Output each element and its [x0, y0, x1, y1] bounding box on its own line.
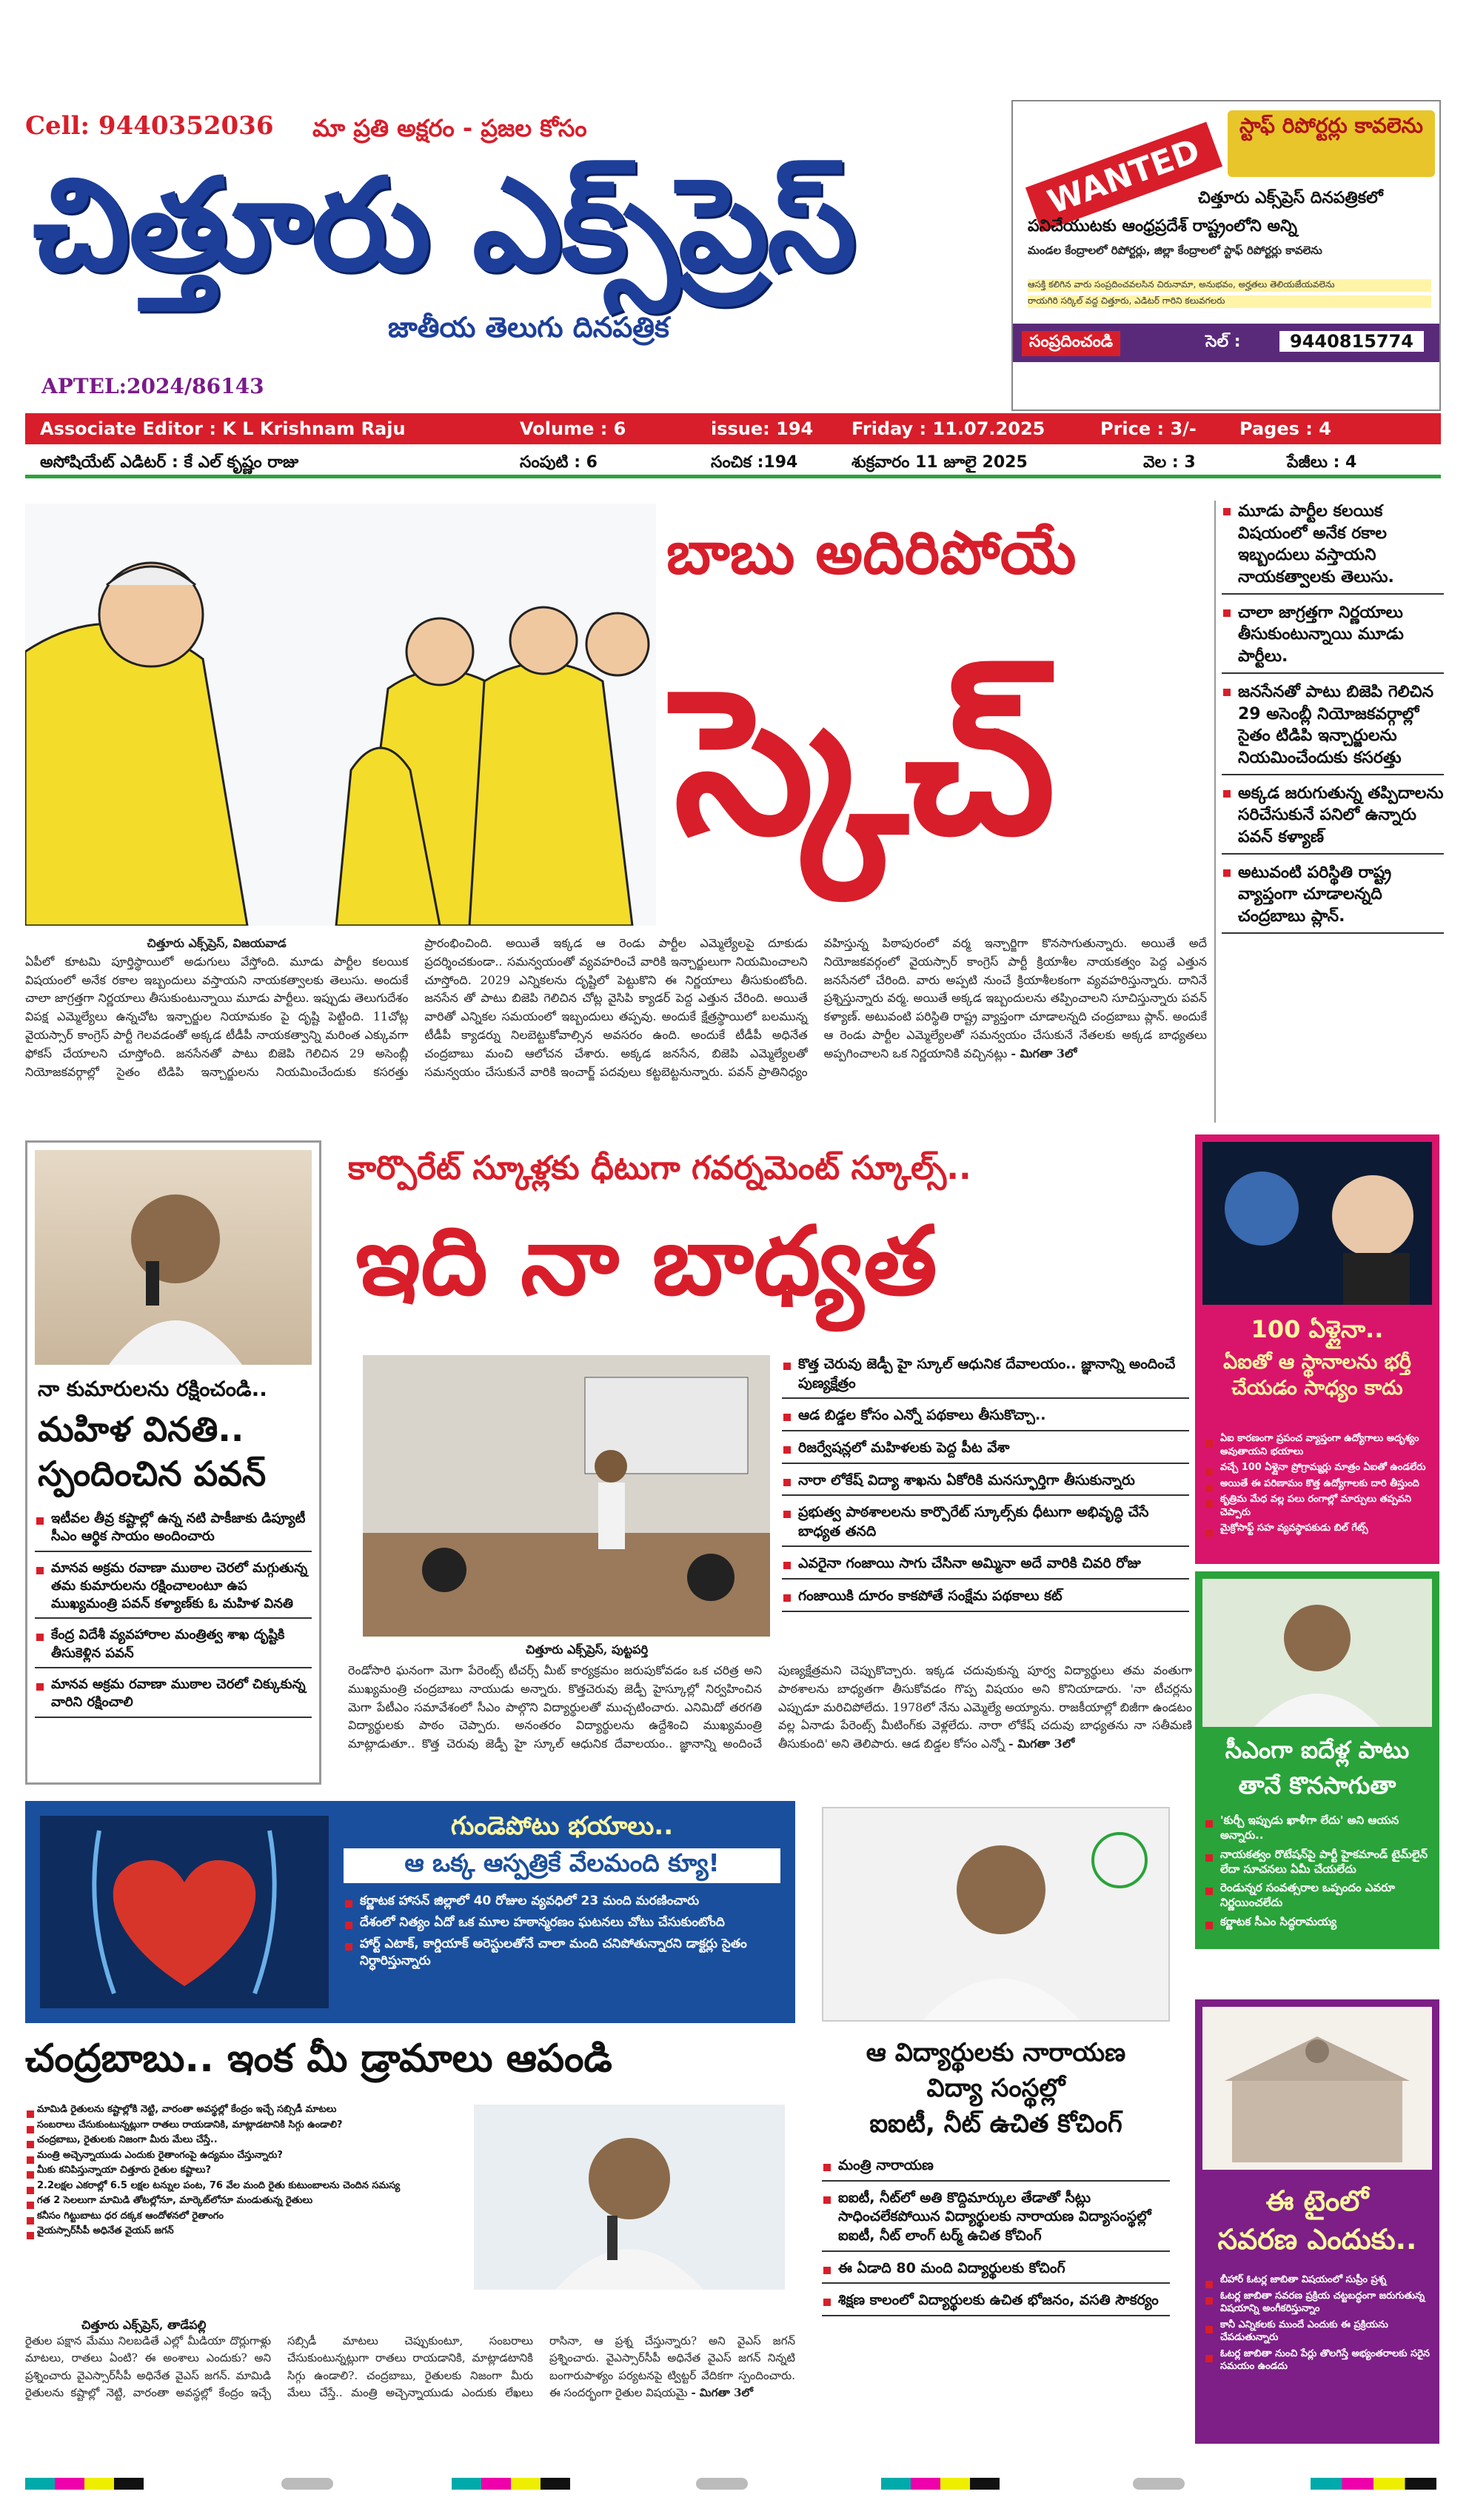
wanted-line1: చిత్తూరు ఎక్స్‌ప్రెస్ దినపత్రికలో [1198, 189, 1383, 207]
lead-bullet: అటువంటి పరిస్థితి రాష్ట్ర వ్యాప్తంగా చూడాలన్నది చంద్రబాబు ప్లాన్. [1222, 862, 1444, 934]
cm-bullets [1204, 1813, 1432, 1933]
jagan-dateline: చిత్తూరు ఎక్స్‌ప్రెస్, తాడేపల్లి [81, 2318, 207, 2332]
school-headline: ఇది నా బాధ్యత [355, 1206, 937, 1317]
narayana-photo-figure [823, 1808, 1170, 2022]
wanted-cell-label: సెల్ : [1205, 332, 1241, 351]
jagan-headline: చంద్రబాబు.. ఇంక మీ డ్రామాలు ఆపండి [25, 2036, 612, 2081]
pawan-bullet: మానవ అక్రమ రవాణా ముఠాల చెరలో మగ్గుతున్న తమ కుమారులను రక్షించాలంటూ ఉప ముఖ్యమంత్రి పవన్ కళ్యాణ్‌కు ఓ మహిళ వినతి [35, 1560, 312, 1620]
wanted-line5: రాయగిరి సర్కిల్ వద్ద చిత్తూరు, ఎడిటర్ గారిని కలువగలరు [1028, 295, 1431, 308]
sc-bullets [1204, 2273, 1430, 2376]
narayana-head1: ఆ విద్యార్థులకు నారాయణ [866, 2038, 1126, 2068]
pawan-bullet: ఇటీవల తీవ్ర కష్టాల్లో ఉన్న నటి పాకీజాకు డిప్యూటీ సీఎం ఆర్థిక సాయం అందించారు [35, 1510, 312, 1552]
cell-number: Cell: 9440352036 [25, 111, 274, 141]
jagan-bullet: గత 2 సెలలుగా మామిడి తోటల్లోనూ, మార్కెట్‌లోనూ మండుతున్న రైతులు [25, 2194, 455, 2207]
heart-image [40, 1816, 329, 2008]
bill-bullet: వచ్చే 100 ఏళ్లైనా ప్రోగ్రామ్మర్లు మాత్రం ఏఐతో ఉండలేరు [1204, 1461, 1430, 1474]
jagan-body [25, 2333, 795, 2444]
heart-box [25, 1801, 795, 2023]
pawan-box [25, 1140, 321, 1785]
bill-bullet: కృత్రిమ మేధ వల్ల పలు రంగాల్లో మార్పులు తప్పవని చెప్పారు [1204, 1493, 1430, 1519]
sc-box [1195, 1999, 1439, 2444]
lead-headline: స్కెచ్ [674, 646, 1056, 879]
lead-cartoon [25, 504, 656, 926]
registration-mark-right [1311, 2478, 1436, 2490]
classroom-figure [363, 1355, 770, 1637]
pawan-head2: మహిళ వినతి.. [38, 1409, 244, 1449]
bar-issue: issue: 194 [711, 418, 814, 439]
bar-volume: Volume : 6 [520, 418, 626, 439]
cm-box [1195, 1571, 1439, 1949]
bar-te-price: వెల : 3 [1143, 453, 1196, 472]
pawan-bullet: కేంద్ర విదేశీ వ్యవహారాల మంత్రిత్వ శాఖ దృష్టికి తీసుకెళ్లిన పవన్ [35, 1626, 312, 1668]
registration-mark-mid2 [452, 2478, 570, 2490]
sc-head2: సవరణ ఎందుకు.. [1217, 2223, 1417, 2256]
cm-head1: సీఎంగా ఐదేళ్ల పాటు [1225, 1736, 1410, 1764]
school-sign: - మిగతా 3లో [1008, 1737, 1075, 1751]
bill-head1: 100 ఏళ్లైనా.. [1251, 1315, 1384, 1343]
masthead-title: చిత్తూరు ఎక్స్‌ప్రెస్ [33, 150, 855, 299]
school-text: రెండోసారి ఘనంగా మెగా పేరెంట్స్ టీచర్స్ మీట్ కార్యక్రమం జరుపుకోవడం ఒక చరిత్ర అని ముఖ్యమంత్రి చంద్రబాబు నాయుడు అన్నారు. కొత్తచెరువు జెడ్పీ హైస్కూల్లో నిర్వహించిన మెగా పేటీఎం సమావేశంలో సీఎం పాల్గొని విద్యార్థులతో ముచ్చటించారు. ఎనిమిదో తరగతి విద్యార్థులకు పాఠం చెప్పారు. అనంతరం విద్యార్థులను ఉద్దేశించి ముఖ్యమంత్రి మాట్లాడుతూ.. కొత్త చెరువు జెడ్పీ హై స్కూల్ ఆధునిక దేవాలయం.. జ్ఞానాన్ని అందించే పుణ్యక్షేత్రమని చెప్పుకొచ్చారు. ఇక్కడ చదువుకున్న పూర్వ విద్యార్థులు తమ వంతుగా పాఠశాలను బాధ్యతగా తీసుకోవడం గొప్ప విషయం అని కొనియాడారు. 'నా టీచర్లను ఎప్పుడూ మరిచిపోలేదు. 1978లో నేను ఎమ్మెల్యే అయ్యాను. రాజకీయాల్లో బిజీగా ఉండటం వల్ల ఏనాడు పేరెంట్స్ మీటింగ్‌కు వెళ్లలేదు. నారా లోకేష్ చదువు బాధ్యతను నా సతీమణి తీసుకుంది' అని తెలిపారు. ఆడ బిడ్డల కోసం ఎన్నో [348, 1663, 1192, 1751]
lead-bullet: మూడు పార్టీల కలయిక విషయంలో అనేక రకాల ఇబ్బందులు వస్తాయని నాయకత్వాలకు తెలుసు. [1222, 501, 1444, 595]
school-dateline: చిత్తూరు ఎక్స్‌ప్రెస్, పుట్టపర్తి [526, 1642, 649, 1657]
bar-te-volume: సంపుటి : 6 [520, 453, 598, 472]
jagan-bullet: మీకు కనిపిస్తున్నాయా చిత్తూరు రైతుల కష్టాలు? [25, 2164, 455, 2177]
bill-bullet: ఏఐ కారణంగా ప్రపంచ వ్యాప్తంగా ఉద్యోగాలు అదృశ్యం అవుతాయని భయాలు [1204, 1432, 1430, 1458]
pawan-photo [35, 1150, 312, 1365]
lead-dateline: చిత్తూరు ఎక్స్‌ప్రెస్, విజయవాడ [147, 936, 287, 950]
narayana-bullet: మంత్రి నారాయణ [822, 2156, 1170, 2182]
lead-sidebar [1222, 501, 1444, 941]
registration-mark-mid3 [696, 2478, 748, 2490]
wanted-phone: 9440815774 [1279, 331, 1424, 352]
bar-date: Friday : 11.07.2025 [851, 418, 1045, 439]
school-bullet: ఎవరైనా గంజాయి సాగు చేసినా అమ్మినా అదే వారికి చివరి రోజు [782, 1554, 1189, 1580]
jagan-photo [474, 2105, 785, 2290]
school-body [348, 1662, 1192, 1782]
bill-bullets [1204, 1432, 1430, 1538]
heart-bullets [344, 1893, 780, 1974]
bill-box [1195, 1134, 1439, 1564]
narayana-bullet: శిక్షణ కాలంలో విద్యార్థులకు ఉచిత భోజనం, వసతి సౌకర్యం [822, 2291, 1170, 2316]
jagan-sign: - మిగతా 3లో [691, 2385, 753, 2399]
sc-head1: ఈ టైంలో [1265, 2185, 1369, 2217]
narayana-head2: విద్యా సంస్థల్లో [926, 2073, 1065, 2103]
bar-te-editor: అసోషియేట్ ఎడిటర్ : కే ఎల్ కృష్ణం రాజు [40, 453, 299, 472]
cm-bullet: కర్ణాటక సీఎం సిద్ధరామయ్య [1204, 1914, 1432, 1929]
wanted-contact-label: సంప్రదించండి [1022, 331, 1120, 356]
school-bullets [782, 1355, 1189, 1620]
info-bar-english [25, 413, 1441, 444]
cm-photo [1202, 1579, 1432, 1727]
jagan-bullet: చంద్రబాబు, రైతులకు నిజంగా మీరు మేలు చేస్తే.. [25, 2133, 455, 2147]
slogan: మా ప్రతి అక్షరం - ప్రజల కోసం [312, 114, 587, 142]
school-kicker: కార్పొరేట్ స్కూళ్లకు ధీటుగా గవర్నమెంట్ స్కూల్స్.. [348, 1149, 971, 1187]
wanted-line4: ఆసక్తి కలిగిన వారు సంప్రదించవలసిన చిరునామా, అనుభవం, అర్హతలు తెలియజేయవలెను [1028, 279, 1431, 292]
heart-bullet: హార్ట్ ఎటాక్, కార్డియాక్ అరెస్టులతోనే చాలా మంది చనిపోతున్నారని డాక్టర్లు సైతం నిర్ధారిస్తున్నారు [344, 1936, 780, 1970]
info-bar-telugu [25, 447, 1441, 478]
sc-bullet: బీహార్ ఓటర్ల జాబితా విషయంలో సుప్రీం ప్రశ్న [1204, 2273, 1430, 2287]
school-photo [363, 1355, 770, 1637]
pawan-bullets [35, 1510, 312, 1725]
sc-photo [1202, 2007, 1432, 2170]
school-bullet: కొత్త చెరువు జెడ్పీ హై స్కూల్ ఆధునిక దేవాలయం.. జ్ఞానాన్ని అందించే పుణ్యక్షేత్రం [782, 1355, 1189, 1399]
heart-bullet: దేశంలో నిత్యం ఏదో ఒక మూల హఠాన్మరణం ఘటనలు చోటు చేసుకుంటోంది [344, 1914, 780, 1931]
narayana-photo [822, 1807, 1170, 2022]
bar-te-issue: సంచిక :194 [711, 453, 798, 472]
jagan-bullet: సంబరాలు చేసుకుంటున్నట్లుగా రాతలు రాయడానికి, మాట్లాడటానికి సిగ్గు ఉండాలి? [25, 2119, 455, 2132]
bill-bullet: అయితే ఈ పరిణామం కొత్త ఉద్యోగాలకు దారి తీస్తుంది [1204, 1477, 1430, 1491]
bill-photo [1202, 1142, 1432, 1305]
lead-bullet: జనసేనతో పాటు బిజెపి గెలిచిన 29 అసెంబ్లీ నియోజకవర్గాల్లో సైతం టిడిపి ఇన్చార్జులను నియమించేందుకు కసరత్తు [1222, 681, 1444, 775]
heart-head2: ఆ ఒక్క ఆస్పత్రికే వేలమంది క్యూ! [344, 1848, 780, 1883]
jagan-bullet: మామిడి రైతులను కష్టాల్లోకి నెట్టి, వారంతా అవస్థల్లో కేంద్రం ఇచ్చే సబ్సిడీ మాటలు [25, 2103, 455, 2116]
bill-head2: ఏఐతో ఆ స్థానాలను భర్తీ చేయడం సాధ్యం కాదు [1223, 1351, 1411, 1400]
registration-mark-mid1 [281, 2478, 333, 2490]
sc-bullet: ఓటర్ల జాబితా సవరణ ప్రక్రియ చట్టబద్ధంగా జరుగుతున్న విషయాన్ని అంగీకరిస్తున్నాం [1204, 2290, 1430, 2316]
school-bullet: గంజాయికి దూరం కాకపోతే సంక్షేమ పథకాలు కట్ [782, 1587, 1189, 1612]
lead-bullet: అక్కడ జరుగుతున్న తప్పిదాలను సరిచేసుకునే పనిలో ఉన్నారు పవన్ కళ్యాణ్ [1222, 783, 1444, 855]
wanted-line3: మండల కేంద్రాలలో రిపోర్టర్లు, జిల్లా కేంద్రాలలో స్టాఫ్ రిపోర్టర్లు కావలెను [1028, 244, 1322, 257]
school-bullet: నారా లోకేష్ విద్యా శాఖను ఏకోరికి మనస్ఫూర్తిగా తీసుకున్నారు [782, 1471, 1189, 1497]
wanted-ad [1011, 100, 1441, 411]
pawan-photo-figure [35, 1150, 312, 1365]
registration-mark-mid4 [881, 2478, 1000, 2490]
lead-body [25, 935, 1207, 1133]
school-bullet: రిజర్వేషన్లలో మహిళలకు పెద్ద పీట వేశా [782, 1439, 1189, 1464]
lead-sign: - మిగతా 3లో [1011, 1046, 1077, 1060]
jagan-text: రైతుల పక్షాన మేము నిలబడితే ఎల్లో మీడియా దొర్లుగాళ్లు మాటలు, రాతలు ఏంటి? ఈ అంశాలు ఎందుకు? అని ప్రశ్నించారు వైఎస్సార్‌సీపీ అధినేత వైఎస్ జగన్. మామిడి రైతులను కష్టాల్లో నెట్టి, వారంతా అవస్థల్లో కేంద్రం ఇచ్చే సబ్సిడీ మాటలు చెప్పుకుంటూ, సంబరాలు చేసుకుంటున్నట్లుగా రాతలు రాయడానికి, మాట్లాడటానికి సిగ్గు ఉండాలి?. చంద్రబాబు, రైతులకు నిజంగా మీరు మేలు చేస్తే.. మంత్రి అచ్చెన్నాయుడు ఎందుకు లేఖలు రాసినా, ఆ ప్రశ్న చేస్తున్నారు? అని వైఎస్ జగన్ ప్రశ్నించారు. వైఎస్సార్‌సీపీ అధినేత వైఎస్ జగన్ నిన్నటి బంగారుపాళ్యం పర్యటనపై ట్విట్టర్ వేదికగా స్పందించారు. ఈ సందర్భంగా రైతుల విషయమై [25, 2334, 795, 2399]
cartoon-illustration [25, 504, 656, 926]
bar-te-date: శుక్రవారం 11 జూలై 2025 [851, 453, 1028, 472]
school-bullet: ప్రభుత్వ పాఠశాలలను కార్పొరేట్ స్కూల్స్‌కు ధీటుగా అభివృద్ధి చేసే బాధ్యత తనది [782, 1503, 1189, 1547]
bar-te-pages: పేజీలు : 4 [1287, 453, 1357, 472]
sc-bullet: ఓటర్ల జాబితా నుంచి పేర్లు తొలగిస్తే అభ్యంతరాలకు సరైన సమయం ఉండదు [1204, 2347, 1430, 2373]
heart-bullet: కర్ణాటక హాసన్ జిల్లాలో 40 రోజుల వ్యవధిలో 23 మంది మరణించారు [344, 1893, 780, 1910]
bar-pages: Pages : 4 [1239, 418, 1331, 439]
pawan-head3: స్పందించిన పవన్ [38, 1454, 267, 1494]
bar-editor: Associate Editor : K L Krishnam Raju [40, 418, 406, 439]
jagan-bullet: 2.2లక్షల ఎకరాల్లో 6.5 లక్షల టన్నుల పంట, 76 వేల మంది రైతు కుటుంబాలను చెందిన సమస్య [25, 2179, 455, 2193]
bill-photo-figure [1202, 1142, 1432, 1305]
narayana-bullet: ఐఐటీ, నీట్‌లో అతి కొద్దిమార్కుల తేడాతో సీట్లు సాధించలేకపోయిన విద్యార్థులకు నారాయణ విద్యాసంస్థల్లో ఐఐటీ, నీట్ లాంగ్ టర్మ్ ఉచిత కోచింగ్ [822, 2189, 1170, 2252]
registration: APTEL:2024/86143 [41, 374, 264, 398]
wanted-badge: WANTED [1025, 121, 1222, 232]
lead-bullet: చాలా జాగ్రత్తగా నిర్ణయాలు తీసుకుంటున్నాయి మూడు పార్టీలు. [1222, 602, 1444, 674]
cm-bullet: రెండున్నర సంవత్సరాల ఒప్పందం ఎవరూ నిర్ణయించలేదు [1204, 1880, 1432, 1911]
masthead [25, 111, 1010, 407]
narayana-bullets [822, 2156, 1170, 2324]
jagan-bullets [25, 2103, 455, 2240]
jagan-bullet: మంత్రి అచ్చెన్నాయుడు ఎందుకు రైతాంగంపై ఉద్యమం చేస్తున్నారు? [25, 2149, 455, 2162]
wanted-heading: స్టాఫ్ రిపోర్టర్లు కావలెను [1228, 110, 1435, 177]
court-building-figure [1202, 2007, 1432, 2170]
lead-sidebar-rule [1214, 501, 1216, 1123]
registration-mark-left [25, 2478, 144, 2490]
jagan-bullet: వైయస్సార్‌సీపీ అధినేత వైయస్ జగన్ [25, 2225, 455, 2238]
bar-price: Price : 3/- [1100, 418, 1197, 439]
heart-head1: గుండెపోటు భయాలు.. [450, 1811, 674, 1841]
cm-head2: తానే కొనసాగుతా [1238, 1771, 1396, 1799]
school-bullet: ఆడ బిడ్డల కోసం ఎన్నో పథకాలు తీసుకొచ్చా.. [782, 1406, 1189, 1431]
lead-kicker: బాబు అదిరిపోయే [666, 518, 1077, 587]
jagan-bullet: కనీసం గిట్టుబాటు ధర దక్కక ఆందోళనలో రైతాంగం [25, 2210, 455, 2223]
narayana-head3: ఐఐటీ, నీట్ ఉచిత కోచింగ్ [869, 2109, 1122, 2139]
pawan-head1: నా కుమారులను రక్షించండి.. [38, 1377, 267, 1401]
sc-bullet: కానీ ఎన్నికలకు ముందే ఎందుకు ఈ ప్రక్రియను చేపడుతున్నారు [1204, 2319, 1430, 2344]
cm-bullet: నాయకత్వం రొటేషన్‌పై పార్టీ హైకమాండ్ టైమ్‌లైన్ లేదా సూచనలు ఏమీ చేయలేదు [1204, 1847, 1432, 1877]
wanted-line2: పనిచేయుటకు ఆంధ్రప్రదేశ్ రాష్ట్రంలోని అన్ని [1028, 217, 1298, 235]
masthead-subtitle: జాతీయ తెలుగు దినపత్రిక [388, 311, 669, 344]
narayana-bullet: ఈ ఏడాది 80 మంది విద్యార్థులకు కోచింగ్ [822, 2259, 1170, 2285]
lead-text: ఏపీలో కూటమి పూర్తిస్థాయిలో అడుగులు వేస్తోంది. మూడు పార్టీల కలయిక విషయంలో అనేక రకాల ఇబ్బందులు వస్తాయని నాయకత్వాలకు తెలుసు. అందుకే చాలా జాగ్రత్తగా నిర్ణయాలు తీసుకుంటున్నాయి మూడు పార్టీలు. ఇప్పుడు తెలుగుదేశం విపక్ష ఎమ్మెల్యేలు ఉన్నచోట ఇన్చార్జుల నియామకం పై దృష్టి పెట్టింది. 11చోట్ల వైయస్సార్ కాంగ్రెస్ పార్టీ గెలవడంతో అక్కడ టీడీపీ నాయకత్వాన్ని మరింత ఎక్కువగా ఫోకస్ చేయాలని చూస్తోంది. జనసేనతో పాటు బిజెపి గెలిచిన 29 అసెంబ్లీ నియోజకవర్గాల్లో సైతం టిడిపి ఇన్చార్జులను నియమించేందుకు కసరత్తు ప్రారంభించింది. అయితే ఇక్కడ ఆ రెండు పార్టీల ఎమ్మెల్యేలపై దూకుడు ప్రదర్శించకుండా.. సమన్వయంతో వ్యవహరించే వారికి ఇన్చార్జులుగా నియమించాలని చూస్తోంది. 2029 ఎన్నికలను దృష్టిలో పెట్టుకొని ఈ నిర్ణయాలు తీసుకుంటోంది. జనసేన తో పాటు బిజెపి గెలిచిన చోట్ల వైసిపి క్యాడర్ పెద్ద ఎత్తున చేరింది. అయితే వారితో ఎన్నికల సమయంలో ఇబ్బందులు తప్పవు. అందుకే క్షేత్రస్థాయిలో బలమున్న టీడీపీ క్యాడర్ను నిలబెట్టుకోవాల్సిన అవసరం ఉంది. అందుకే టీడీపీ అధినేత చంద్రబాబు మంచి ఆలోచన చేశారు. అక్కడ జనసేన, బిజెపి ఎమ్మెల్యేలతో సమన్వయం చేసుకునే వారికి ఇంచార్జ్ పదవులు కట్టబెట్టనున్నారు. పవన్ ప్రాతినిధ్యం వహిస్తున్న పిఠాపురంలో వర్మ ఇన్చార్జిగా కొనసాగుతున్నారు. అయితే అదే నియోజకవర్గంలో వైయస్సార్ కాంగ్రెస్ పార్టీ క్రియాశీల నాయకత్వం పెద్ద ఎత్తున జనసేనలో చేరింది. వారు అప్పటి నుంచే క్రియాశీలకంగా వ్యవహరిస్తున్నారు. దానినే ప్రశ్నిస్తున్నారు వర్మ. అయితే అక్కడ ఇబ్బందులను తప్పించాలని సూచిస్తున్నారు పవన్ కళ్యాణ్. అటువంటి పరిస్థితి రాష్ట్ర వ్యాప్తంగా చూడాలన్నది చంద్రబాబు ప్లాన్. అందుకే ఆ రెండు పార్టీల ఎమ్మెల్యేలతో సమన్వయం చేసుకునే నేతలకు అక్కడ బాధ్యతలు అప్పగించాలని ఒక నిర్ణయానికి వచ్చినట్లు [25, 936, 1207, 1079]
jagan-photo-figure [474, 2105, 785, 2290]
bill-bullet: మైక్రోసాఫ్ట్ సహ వ్యవస్థాపకుడు బిల్ గేట్స్ [1204, 1522, 1430, 1535]
wanted-contact-bar [1013, 324, 1441, 362]
heart-illustration [40, 1816, 329, 2008]
pawan-bullet: మానవ అక్రమ రవాణా ముఠాల చెరలో చిక్కుకున్న వారిని రక్షించాలి [35, 1676, 312, 1718]
cm-bullet: 'కుర్చీ ఇప్పుడు ఖాళీగా లేదు' అని ఆయన అన్నారు.. [1204, 1813, 1432, 1843]
registration-mark-mid5 [1133, 2478, 1185, 2490]
cm-photo-figure [1202, 1579, 1432, 1727]
